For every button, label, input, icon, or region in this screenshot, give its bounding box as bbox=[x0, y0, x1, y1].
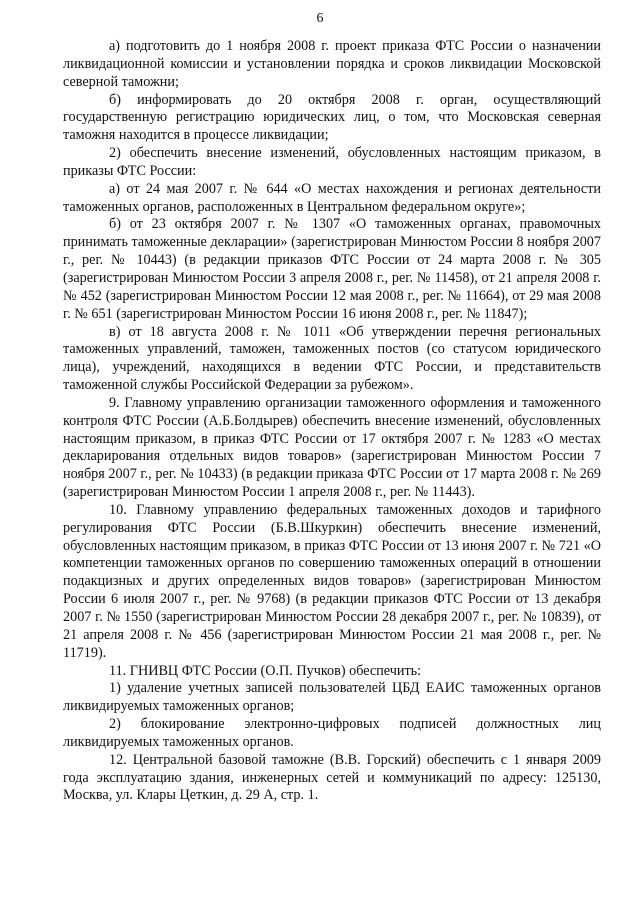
page-number: 6 bbox=[316, 11, 324, 26]
paragraph-item-2: 2) обеспечить внесение изменений, обусловленных настоящим приказом, в приказы ФТС России: bbox=[63, 145, 601, 179]
document-body bbox=[63, 38, 601, 805]
paragraph-item-2v: в) от 18 августа 2008 г. № 1011 «Об утверждении перечня региональных таможенных управлений, таможен, таможенных постов (со статусом юридического лица), учреждений, находящихся в ведении ФТС России, и представительств таможенной службы Российской Федерации за рубежом». bbox=[63, 323, 601, 394]
paragraph-11: 11. ГНИВЦ ФТС России (О.П. Пучков) обеспечить: bbox=[109, 662, 422, 679]
paragraph-item-2b: б) от 23 октября 2007 г. № 1307 «О таможенных органах, правомочных принимать таможенные декларации» (зарегистрирован Минюстом России 8 ноября 2007 г., рег. № 10443) (в редакции приказов ФТС России от 24 марта 2008 г. № 305 (зарегистрирован Минюстом России 3 апреля 2008 г., рег. № 11458), от 21 апреля 2008 г. № 452 (зарегистрирован Минюстом России 12 мая 2008 г., рег. № 11664), от 29 мая 2008 г. № 651 (зарегистрирован Минюстом России 16 июня 2008 г., рег. № 11847); bbox=[63, 216, 601, 322]
paragraph-11-1: 1) удаление учетных записей пользователей ЦБД ЕАИС таможенных органов ликвидируемых таможенных органов; bbox=[63, 680, 601, 715]
paragraph-12: 12. Центральной базовой таможне (В.В. Горский) обеспечить с 1 января 2009 года эксплуатацию здания, инженерных сетей и коммуникаций по адресу: 125130, Москва, ул. Клары Цеткин, д. 29 А, стр. 1. bbox=[63, 751, 601, 804]
paragraph-9: 9. Главному управлению организации таможенного оформления и таможенного контроля ФТС России (А.Б.Болдырев) обеспечить внесение изменений, обусловленных настоящим приказом, в приказ ФТС России от 17 октября 2007 г. № 1283 «О местах декларирования отдельных видов товаров» (зарегистрирован Минюстом России 7 ноября 2007 г., рег. № 10433) (в редакции приказа ФТС России от 17 марта 2008 г. № 269 (зарегистрирован Минюстом России 1 апреля 2008 г., рег. № 11443). bbox=[63, 394, 601, 501]
paragraph-item-2a: а) от 24 мая 2007 г. № 644 «О местах нахождения и регионах деятельности таможенных органов, расположенных в Центральном федеральном округе»; bbox=[63, 180, 601, 215]
paragraph-8a: а) подготовить до 1 ноября 2008 г. проект приказа ФТС России о назначении ликвидационной комиссии и установлении порядка и сроков ликвидации Московской северной таможни; bbox=[63, 38, 601, 90]
paragraph-8b: б) информировать до 20 октября 2008 г. орган, осуществляющий государственную регистрацию юридических лиц, о том, что Московская северная таможня находится в процессе ликвидации; bbox=[63, 91, 601, 144]
paragraph-11-2: 2) блокирование электронно-цифровых подписей должностных лиц ликвидируемых таможенных органов. bbox=[63, 716, 601, 750]
paragraph-10: 10. Главному управлению федеральных таможенных доходов и тарифного регулирования ФТС России (Б.В.Шкуркин) обеспечить внесение изменений, обусловленных настоящим приказом, в приказ ФТС России от 13 июня 2007 г. № 721 «О компетенции таможенных органов по совершению таможенных операций в отношении подакцизных и других определенных видов товаров» (зарегистрирован Минюстом России 6 июля 2007 г., рег. № 9768) (в редакции приказов ФТС России от 13 декабря 2007 г. № 1550 (зарегистрирован Минюстом России 28 декабря 2007 г., рег. № 10839), от 21 апреля 2008 г. № 456 (зарегистрирован Минюстом России 21 мая 2008 г., рег. № 11719). bbox=[63, 501, 601, 661]
